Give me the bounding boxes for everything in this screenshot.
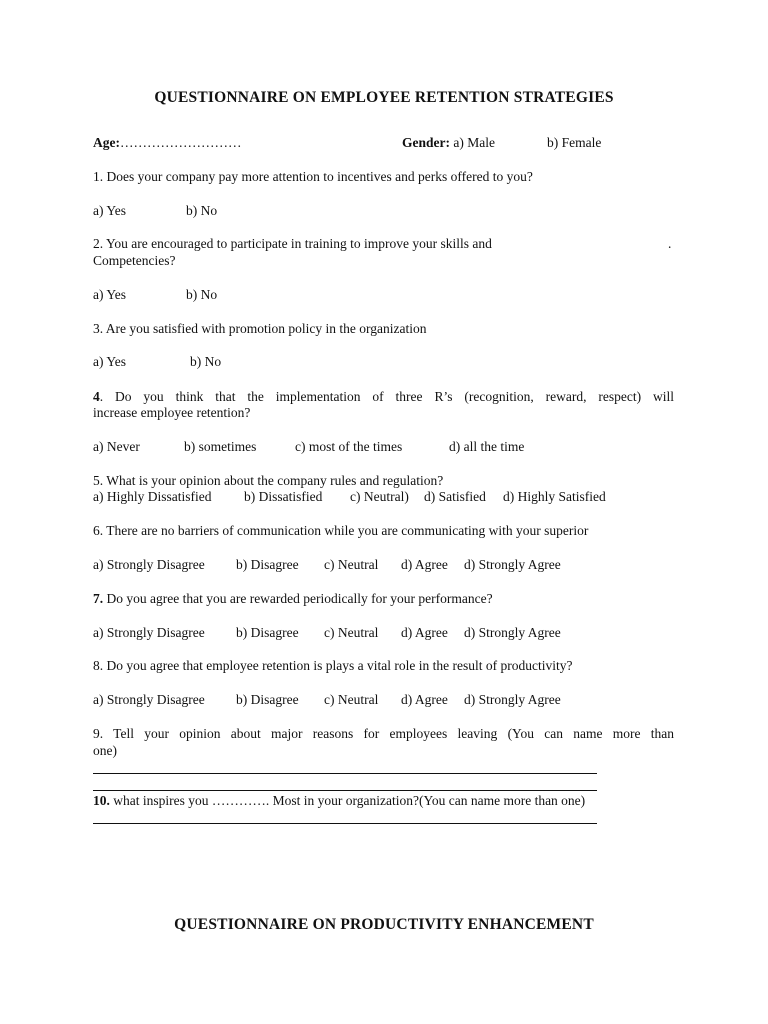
q8-option-e: d) Strongly Agree <box>464 692 561 707</box>
age-blank: ……………………… <box>120 135 242 150</box>
question-4 <box>93 389 674 405</box>
q1-option-a: a) Yes <box>93 203 127 218</box>
question-10-text: what inspires you …………. Most in your organization?(You can name more than one) <box>109 793 586 808</box>
q6-option-c: c) Neutral <box>324 557 379 572</box>
question-9-line-2: one) <box>93 743 117 758</box>
q6-option-a: a) Strongly Disagree <box>93 557 205 572</box>
q5-option-a: a) Highly Dissatisfied <box>93 489 212 504</box>
document-title: QUESTIONNAIRE ON EMPLOYEE RETENTION STRATEGIES <box>154 89 614 106</box>
question-2-tail: . <box>668 236 672 251</box>
question-4-text: . Do you think that the implementation of three R’s (recognition, reward, respect) will <box>99 389 674 404</box>
q7-option-e: d) Strongly Agree <box>464 625 561 640</box>
question-7 <box>93 591 493 607</box>
q7-option-a: a) Strongly Disagree <box>93 625 205 640</box>
gender-label: Gender: <box>402 135 450 150</box>
q6-option-e: d) Strongly Agree <box>464 557 561 572</box>
answer-line[interactable] <box>93 790 597 791</box>
q7-option-d: d) Agree <box>401 625 448 640</box>
q4-option-c: c) most of the times <box>295 439 403 454</box>
q8-option-a: a) Strongly Disagree <box>93 692 205 707</box>
question-2: 2. You are encouraged to participate in training to improve your skills and <box>93 236 492 251</box>
age-label: Age: <box>93 135 120 150</box>
question-9: 9. Tell your opinion about major reasons for employees leaving (You can name more than <box>93 726 674 741</box>
q4-option-b: b) sometimes <box>184 439 257 454</box>
question-5: 5. What is your opinion about the company rules and regulation? <box>93 473 444 488</box>
q7-option-c: c) Neutral <box>324 625 379 640</box>
question-6: 6. There are no barriers of communication while you are communicating with your superior <box>93 523 589 538</box>
gender-field <box>402 135 495 151</box>
question-3: 3. Are you satisfied with promotion policy in the organization <box>93 321 427 336</box>
question-2-line-2: Competencies? <box>93 253 176 268</box>
answer-line[interactable] <box>93 773 597 774</box>
q5-option-b: b) Dissatisfied <box>244 489 323 504</box>
q6-option-b: b) Disagree <box>236 557 299 572</box>
question-4-number: 4 <box>93 389 100 404</box>
q2-option-b: b) No <box>186 287 218 302</box>
q4-option-a: a) Never <box>93 439 140 454</box>
answer-line[interactable] <box>93 823 597 824</box>
q7-option-b: b) Disagree <box>236 625 299 640</box>
q3-option-a: a) Yes <box>93 354 127 369</box>
age-field <box>93 135 242 151</box>
q5-option-c: c) Neutral) <box>350 489 409 504</box>
question-1: 1. Does your company pay more attention to incentives and perks offered to you? <box>93 169 533 184</box>
gender-option-male: a) Male <box>453 135 495 150</box>
question-7-text: Do you agree that you are rewarded periodically for your performance? <box>103 591 493 606</box>
question-4-line-2: increase employee retention? <box>93 405 251 420</box>
section-title: QUESTIONNAIRE ON PRODUCTIVITY ENHANCEMENT <box>174 916 594 933</box>
q8-option-b: b) Disagree <box>236 692 299 707</box>
question-10-number: 10. <box>93 793 110 808</box>
q8-option-d: d) Agree <box>401 692 448 707</box>
q5-option-d: d) Satisfied <box>424 489 486 504</box>
q4-option-d: d) all the time <box>449 439 525 454</box>
q8-option-c: c) Neutral <box>324 692 379 707</box>
question-7-number: 7. <box>93 591 104 606</box>
q3-option-b: b) No <box>190 354 222 369</box>
q2-option-a: a) Yes <box>93 287 127 302</box>
q1-option-b: b) No <box>186 203 218 218</box>
question-8: 8. Do you agree that employee retention is plays a vital role in the result of productivity? <box>93 658 573 673</box>
gender-option-female: b) Female <box>547 135 602 150</box>
q5-option-e: d) Highly Satisfied <box>503 489 606 504</box>
question-10 <box>93 793 585 809</box>
q6-option-d: d) Agree <box>401 557 448 572</box>
